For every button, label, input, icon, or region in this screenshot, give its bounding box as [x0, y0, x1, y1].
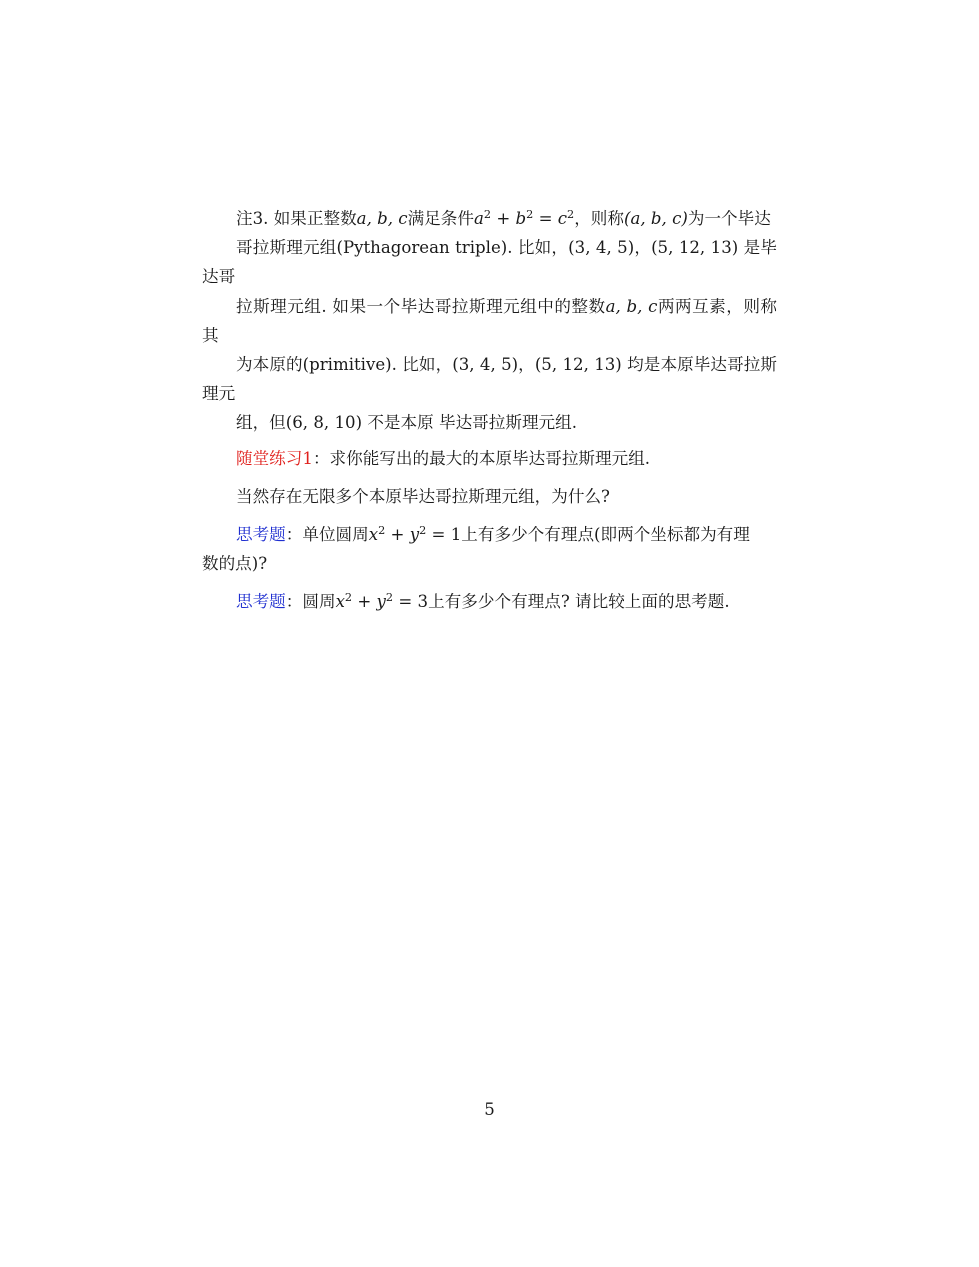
note-3-line-1: [202, 204, 777, 233]
text-run: 上有多少个有理点(即两个坐标都为有理: [461, 525, 750, 545]
text-run: 注3. 如果正整数: [236, 209, 357, 228]
think-1-line-1: [202, 520, 777, 549]
math-c: c: [557, 209, 568, 228]
math-x: x: [335, 592, 345, 612]
exponent: 2: [378, 523, 386, 537]
text-run: 圆周: [302, 592, 336, 612]
note-3-line-3: [202, 292, 777, 350]
think-1-line-2: 数的点)?: [202, 554, 268, 574]
note-3-line-5: 组，但(6, 8, 10) 不是本原 毕达哥拉斯理元组.: [236, 413, 578, 433]
note-3-line-4: 为本原的(primitive). 比如，(3, 4, 5)，(5, 12, 13) 均是本原毕达哥拉斯理元: [202, 355, 777, 404]
text-run: 满足条件: [407, 209, 474, 228]
math-variables: a, b, c: [356, 209, 408, 228]
circle-equation: [336, 592, 429, 611]
math-rhs: = 1: [426, 525, 462, 545]
exercise-text: 求你能写出的最大的本原毕达哥拉斯理元组.: [329, 448, 651, 468]
page-content: [202, 204, 777, 626]
exponent: 2: [419, 523, 427, 537]
math-plus: +: [385, 525, 410, 545]
exponent: 2: [385, 591, 394, 605]
exponent: 2: [344, 591, 353, 605]
think-question-1-paragraph: [202, 520, 777, 578]
math-a: a: [473, 209, 484, 228]
math-triple: (a, b, c): [624, 209, 688, 228]
circle-equation: [369, 525, 462, 544]
text-run: 为一个毕达: [687, 209, 771, 228]
infinite-text: 当然存在无限多个本原毕达哥拉斯理元组，为什么?: [236, 486, 610, 506]
exercise-1-paragraph: [202, 444, 777, 473]
exponent: 2: [483, 207, 492, 221]
label-colon: ：: [312, 448, 330, 468]
math-b: b: [515, 209, 527, 228]
math-rhs: = 3: [393, 592, 429, 612]
text-run: 单位圆周: [302, 525, 369, 545]
exercise-label: 随堂练习1: [236, 448, 313, 468]
label-colon: ：: [285, 592, 303, 612]
math-plus: +: [352, 592, 377, 612]
math-variables: a, b, c: [605, 296, 658, 316]
think-label: 思考题: [236, 525, 286, 545]
page-number: 5: [484, 1100, 495, 1119]
text-run: 两两互素，则称其: [202, 296, 777, 345]
exponent: 2: [526, 207, 534, 221]
note-3-line-2: 哥拉斯理元组(Pythagorean triple). 比如，(3, 4, 5)，(5, 12, 13) 是毕达哥: [202, 238, 777, 287]
infinite-triples-paragraph: [202, 482, 777, 511]
label-colon: ：: [285, 525, 303, 545]
text-run: ，则称: [574, 209, 624, 228]
math-equals: =: [533, 209, 558, 228]
exponent: 2: [567, 207, 575, 221]
think-label: 思考题: [236, 592, 286, 612]
pythagorean-equation: [474, 209, 574, 228]
text-run: 拉斯理元组. 如果一个毕达哥拉斯理元组中的整数: [236, 296, 606, 316]
math-y: y: [376, 592, 386, 612]
note-3-paragraph: [202, 204, 777, 438]
text-run: 上有多少个有理点? 请比较上面的思考题.: [428, 592, 730, 612]
think-question-2-paragraph: [202, 587, 777, 616]
math-plus: +: [491, 209, 516, 228]
math-y: y: [409, 525, 420, 545]
math-x: x: [368, 525, 379, 545]
